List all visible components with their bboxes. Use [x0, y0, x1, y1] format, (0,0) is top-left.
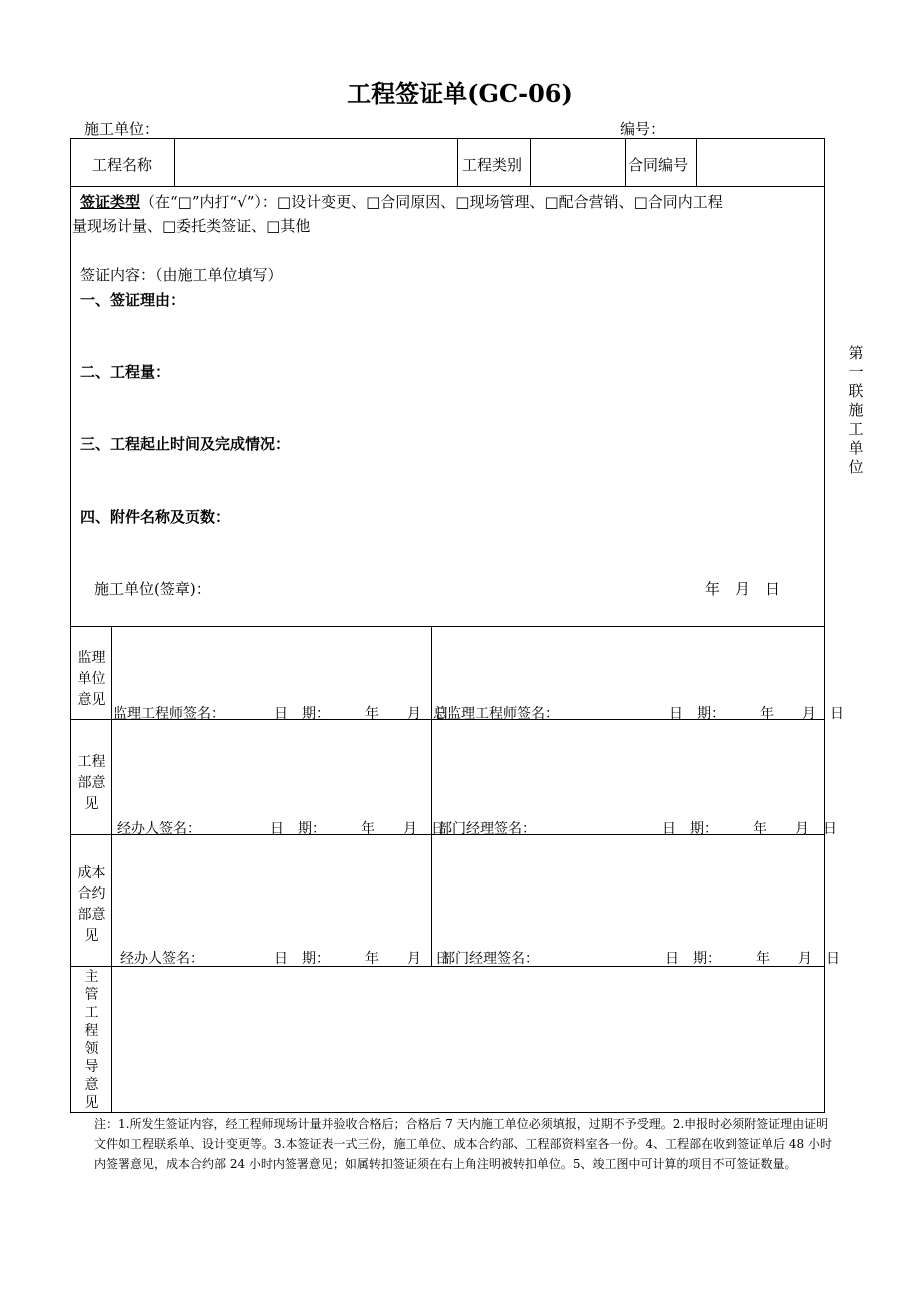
content-bottom-line — [70, 626, 825, 627]
middle-column-line — [431, 626, 432, 967]
engineering-handler-sign: 经办人签名： — [117, 821, 201, 837]
visa-type-label: 签证类型 — [80, 193, 141, 211]
cost-dept-label: 成本合约部意见 — [77, 865, 106, 944]
cost-manager-date: 日 期： 年 月 日 — [665, 951, 840, 967]
section-period: 三、工程起止时间及完成情况： — [80, 435, 291, 453]
row1-divider — [174, 138, 175, 186]
project-type-field[interactable] — [532, 140, 623, 184]
chief-supervision-opinion-field[interactable] — [433, 628, 823, 698]
seal-date: 年 月 日 — [705, 580, 781, 598]
row1-bottom-line — [70, 186, 825, 187]
row1-divider — [530, 138, 531, 186]
visa-type-line1 — [80, 191, 723, 212]
chief-supervision-sign: 总监理工程师签名： — [433, 706, 559, 722]
project-name-label: 工程名称 — [92, 156, 153, 174]
contract-no-field[interactable] — [698, 140, 823, 184]
contract-no-label: 合同编号 — [628, 156, 689, 174]
cost-handler-date: 日 期： 年 月 日 — [274, 951, 449, 967]
engineering-manager-opinion-field[interactable] — [433, 721, 823, 811]
supervision-date: 日 期： 年 月 日 — [274, 706, 449, 722]
section-reason: 一、签证理由： — [80, 291, 186, 309]
unit-seal-label: 施工单位(签章)： — [94, 580, 211, 598]
engineering-manager-sign: 部门经理签名： — [438, 821, 536, 837]
leader-label: 主管工程领导意见 — [84, 969, 99, 1111]
engineering-handler-date: 日 期： 年 月 日 — [270, 821, 445, 837]
construction-unit-label: 施工单位： — [84, 120, 160, 138]
engineering-dept-label: 工程部意见 — [77, 754, 106, 812]
row1-divider — [457, 138, 458, 186]
supervision-engineer-sign: 监理工程师签名： — [113, 706, 225, 722]
form-title: 工程签证单(GC-06) — [347, 79, 573, 108]
section-attachments: 四、附件名称及页数： — [80, 508, 231, 526]
copy-side-note: 第一联施工单位 — [848, 344, 864, 476]
project-name-field[interactable] — [176, 140, 455, 184]
engineering-manager-date: 日 期： 年 月 日 — [662, 821, 837, 837]
row1-divider — [625, 138, 626, 186]
label-column-line — [111, 626, 112, 1113]
visa-type-options[interactable]: （在“□”内打“√”）：□设计变更、□合同原因、□现场管理、□配合营销、□合同内工程 — [140, 193, 723, 211]
supervision-opinion-field[interactable] — [113, 628, 429, 698]
engineering-opinion-field[interactable] — [113, 721, 429, 811]
cost-handler-sign: 经办人签名： — [120, 951, 204, 967]
row1-divider — [696, 138, 697, 186]
visa-type-line2[interactable]: 量现场计量、□委托类签证、□其他 — [72, 217, 311, 235]
project-type-label: 工程类别 — [462, 156, 523, 174]
leader-opinion-field[interactable] — [113, 968, 823, 1111]
footnote: 注：1.所发生签证内容，经工程师现场计量并验收合格后；合格后 7 天内施工单位必须填报，过期不予受理。2.申报时必须附签证理由证明文件如工程联系单、设计变更等。3.本签证表一式三份，施工单位、成本合约部、工程部资料室各一份。4、工程部在收到签证单后 48 小时内签署意见，成本合约部 24 小时内签署意见；如属转扣签证须在右上角注明被转扣单位。5、竣工图中可计算的项目不可签证数量。 — [94, 1117, 832, 1171]
cost-opinion-field[interactable] — [113, 836, 429, 941]
chief-supervision-date: 日 期： 年 月 日 — [669, 706, 844, 722]
section-quantity: 二、工程量： — [80, 363, 171, 381]
cost-manager-opinion-field[interactable] — [433, 836, 823, 941]
number-label: 编号： — [620, 120, 666, 138]
content-intro: 签证内容：（由施工单位填写） — [80, 266, 283, 284]
supervision-label: 监理单位意见 — [77, 650, 106, 708]
cost-manager-sign: 部门经理签名： — [441, 951, 539, 967]
